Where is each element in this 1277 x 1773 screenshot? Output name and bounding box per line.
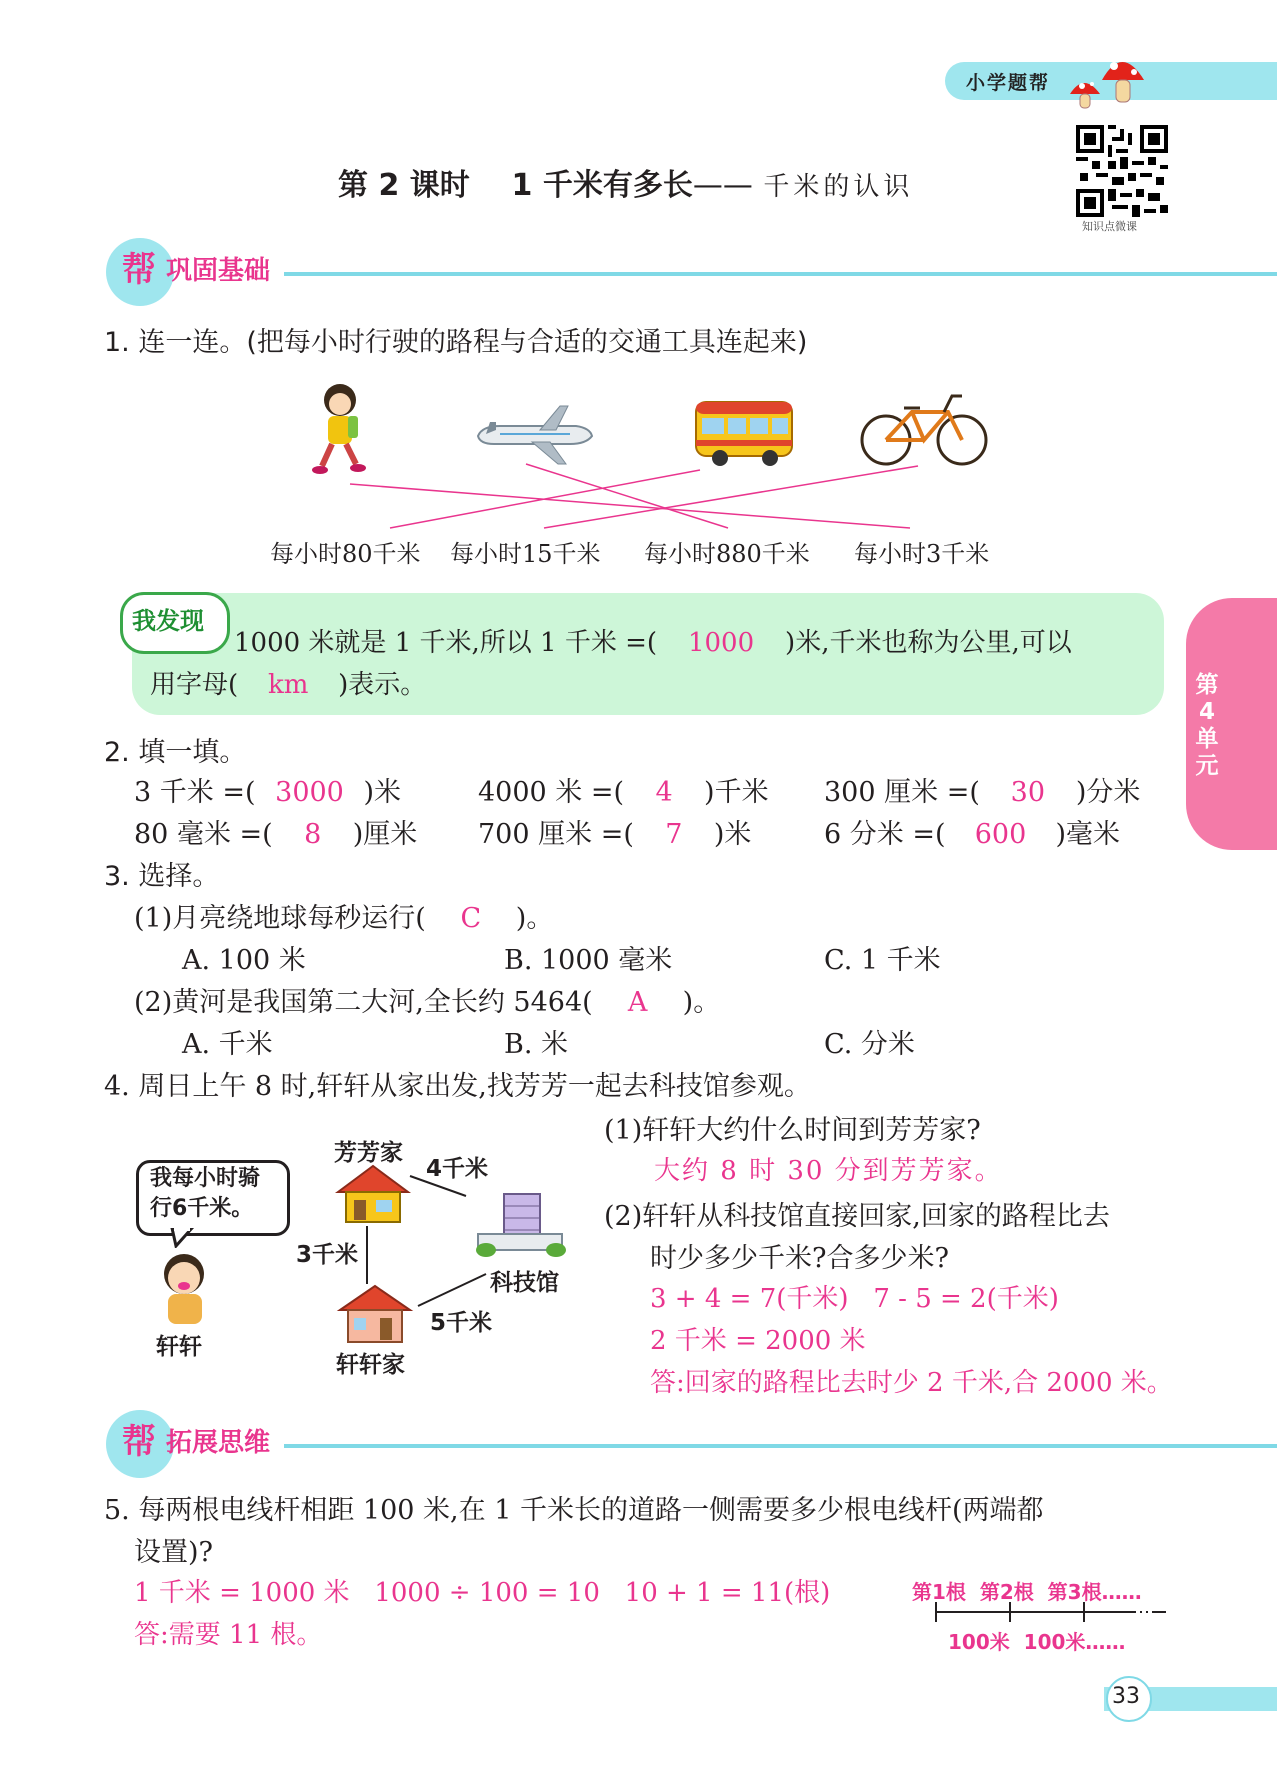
speed-label-80: 每小时80千米 <box>270 540 421 568</box>
fang-house-icon <box>334 1162 412 1226</box>
line-bike-15km <box>544 466 918 528</box>
qr-caption: 知识点微课 <box>1082 220 1137 233</box>
page-number: 33 <box>1112 1684 1140 1709</box>
q2-answer: 4 <box>655 777 673 808</box>
q3-option-a1: A. 100 米 <box>182 945 306 976</box>
bubble-line-2: 行6千米。 <box>150 1196 254 1221</box>
q3-option-c2: C. 分米 <box>824 1029 915 1060</box>
section-divider <box>284 272 1277 276</box>
section-title: 拓展思维 <box>166 1428 271 1458</box>
q3-prompt: 3. 选择。 <box>104 861 220 892</box>
discovery-badge-label: 我发现 <box>132 607 204 635</box>
section-title: 巩固基础 <box>166 256 271 286</box>
airplane-icon <box>478 406 592 464</box>
brand-text: 小学题帮 <box>966 72 1051 94</box>
q1-prompt: 1. 连一连。(把每小时行驶的路程与合适的交通工具连起来) <box>104 327 808 358</box>
q3-answer-1: C <box>460 903 482 934</box>
pole-labels: 第1根 第2根 第3根…… <box>912 1580 1142 1604</box>
boy-name: 轩轩 <box>156 1334 202 1360</box>
line-bus-80km <box>390 470 700 528</box>
qr-code-icon[interactable] <box>1076 125 1168 217</box>
speed-label-15: 每小时15千米 <box>450 540 601 568</box>
road-fang-xuan <box>362 1226 372 1286</box>
q2-text: )毫米 <box>1055 819 1121 850</box>
speech-bubble-text <box>150 1164 260 1224</box>
speed-label-3: 每小时3千米 <box>854 540 990 568</box>
dist-fang-museum: 4千米 <box>426 1156 489 1182</box>
q3-part-2 <box>134 980 720 1019</box>
line-walk-3km <box>350 484 910 528</box>
discovery-text: 用字母( <box>150 670 239 700</box>
discovery-text: 1000 米就是 1 千米,所以 1 千米 =( <box>234 628 658 658</box>
title-dash: —— <box>692 168 753 203</box>
pole-distance-labels: 100米 100米…… <box>948 1630 1126 1654</box>
q3-option-b2: B. 米 <box>504 1029 569 1060</box>
q5-prompt-line-2: 设置)? <box>134 1537 214 1568</box>
discovery-text: )米,千米也称为公里,可以 <box>785 628 1072 658</box>
q2-text: )米 <box>363 777 402 808</box>
line-plane-880km <box>526 464 728 528</box>
q4-answer-2-line-2: 2 千米 = 2000 米 <box>650 1326 866 1356</box>
q2-item-2 <box>478 770 769 809</box>
q3-option-c1: C. 1 千米 <box>824 945 941 976</box>
q2-item-4 <box>134 812 417 851</box>
q3-text: )。 <box>682 987 721 1018</box>
lesson-subtitle: 千米的认识 <box>763 172 914 202</box>
q2-answer: 8 <box>304 819 322 850</box>
q2-prompt: 2. 填一填。 <box>104 737 247 768</box>
q2-item-3 <box>824 770 1140 809</box>
section-divider <box>284 1444 1277 1448</box>
lesson-title <box>338 160 913 204</box>
q2-text: 80 毫米 =( <box>134 819 273 850</box>
mushroom-icon <box>1060 44 1150 114</box>
q3-option-a2: A. 千米 <box>182 1029 273 1060</box>
q3-text: )。 <box>515 903 554 934</box>
q2-answer: 3000 <box>275 777 344 808</box>
q3-text: (1)月亮绕地球每秒运行( <box>134 903 426 934</box>
q2-text: )厘米 <box>352 819 418 850</box>
boy-icon <box>150 1250 220 1330</box>
q3-option-b1: B. 1000 毫米 <box>504 945 673 976</box>
q2-answer: 7 <box>665 819 683 850</box>
q4-sub-1: (1)轩轩大约什么时间到芳芳家? <box>604 1115 981 1146</box>
q2-text: 4000 米 =( <box>478 777 625 808</box>
discovery-answer-2: km <box>267 670 309 700</box>
dist-fang-xuan: 3千米 <box>296 1242 359 1268</box>
road-fang-museum <box>408 1172 468 1202</box>
discovery-line-2 <box>150 664 426 701</box>
pole-diagram <box>930 1598 1170 1628</box>
q4-sub-2-line-2: 时少多少千米?合多少米? <box>650 1243 949 1274</box>
section-bang: 帮 <box>122 250 156 290</box>
q5-prompt-line-1: 5. 每两根电线杆相距 100 米,在 1 千米长的道路一侧需要多少根电线杆(两端都 <box>104 1495 1044 1526</box>
speech-bubble-tail <box>170 1228 200 1248</box>
speed-label-880: 每小时880千米 <box>644 540 810 568</box>
q3-text: (2)黄河是我国第二大河,全长约 5464( <box>134 987 593 1018</box>
bus-icon <box>696 402 792 466</box>
q4-answer-1: 大约 8 时 30 分到芳芳家。 <box>654 1156 1003 1186</box>
q2-text: 6 分米 =( <box>824 819 946 850</box>
q3-answer-2: A <box>627 987 648 1018</box>
q2-item-1 <box>134 770 401 809</box>
lesson-main-title: 1 千米有多长 <box>511 168 693 203</box>
q4-sub-2-line-1: (2)轩轩从科技馆直接回家,回家的路程比去 <box>604 1201 1110 1232</box>
q2-text: )米 <box>713 819 752 850</box>
xuan-home-label: 轩轩家 <box>336 1352 405 1378</box>
q2-text: 3 千米 =( <box>134 777 256 808</box>
q2-text: )千米 <box>704 777 769 808</box>
q4-answer-2-line-1: 3 + 4 = 7(千米) 7 - 5 = 2(千米) <box>650 1284 1059 1314</box>
discovery-answer-1: 1000 <box>687 628 755 658</box>
discovery-text: )表示。 <box>338 670 427 700</box>
q4-answer-2-line-3: 答:回家的路程比去时少 2 千米,合 2000 米。 <box>650 1368 1173 1398</box>
q5-answer-line-1: 1 千米 = 1000 米 1000 ÷ 100 = 10 10 + 1 = 11(根) <box>134 1578 831 1608</box>
q2-text: )分米 <box>1075 777 1141 808</box>
bicycle-icon <box>862 396 986 464</box>
q2-item-6 <box>824 812 1120 851</box>
q2-text: 300 厘米 =( <box>824 777 980 808</box>
section-bang: 帮 <box>122 1422 156 1462</box>
girl-walking-icon <box>312 384 366 474</box>
q2-text: 700 厘米 =( <box>478 819 634 850</box>
fang-home-label: 芳芳家 <box>334 1140 403 1166</box>
q2-answer: 30 <box>1010 777 1046 808</box>
lesson-number: 第 2 课时 <box>338 168 470 203</box>
q5-answer-line-2: 答:需要 11 根。 <box>134 1620 323 1650</box>
discovery-line-1 <box>234 622 1072 659</box>
museum-label: 科技馆 <box>490 1270 559 1296</box>
dist-xuan-museum: 5千米 <box>430 1310 493 1336</box>
bubble-line-1: 我每小时骑 <box>150 1166 261 1191</box>
unit-side-label: 第4单元 <box>1195 672 1219 779</box>
q1-connection-lines <box>330 462 930 534</box>
xuan-house-icon <box>336 1282 414 1346</box>
q2-answer: 600 <box>974 819 1027 850</box>
q3-part-1 <box>134 896 553 935</box>
q4-prompt: 4. 周日上午 8 时,轩轩从家出发,找芳芳一起去科技馆参观。 <box>104 1071 811 1102</box>
museum-icon <box>472 1188 568 1262</box>
q2-item-5 <box>478 812 751 851</box>
